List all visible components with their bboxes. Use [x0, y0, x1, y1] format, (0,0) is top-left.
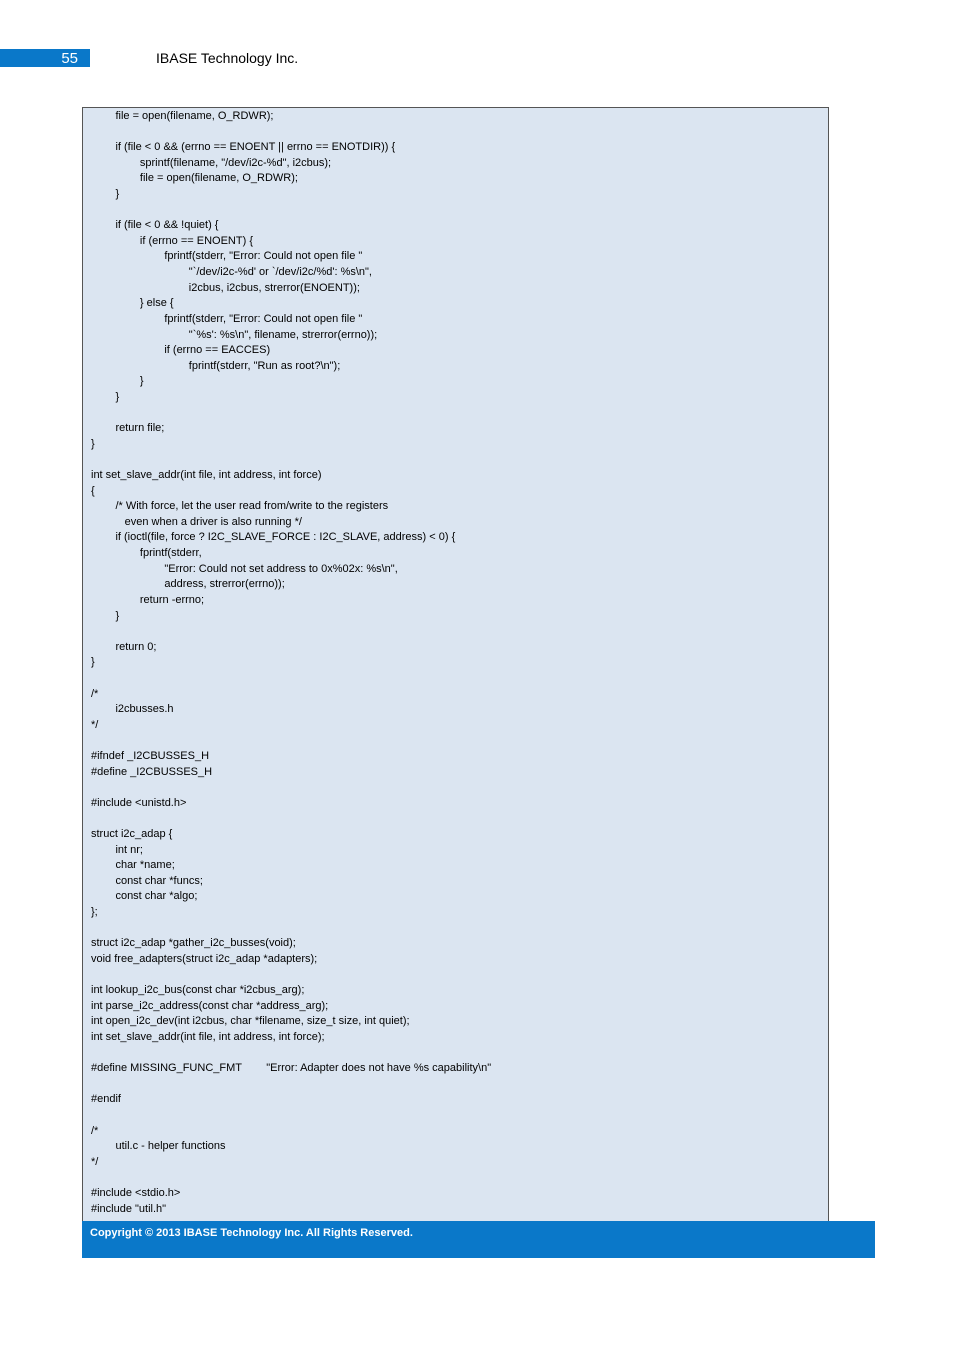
code-line: if (file < 0 && (errno == ENOENT || errno == ENOTDIR)) {: [91, 141, 396, 154]
copyright-notice: Copyright © 2013 IBASE Technology Inc. All Rights Reserved.: [90, 1227, 413, 1239]
code-line: #include "util.h": [91, 1202, 167, 1215]
code-line: if (errno == EACCES): [91, 344, 271, 357]
code-line: }: [91, 609, 120, 622]
code-line: if (errno == ENOENT) {: [91, 234, 253, 247]
code-line: /* With force, let the user read from/write to the registers: [91, 500, 389, 513]
footer-bar: [82, 1221, 875, 1258]
code-line: #ifndef _I2CBUSSES_H: [91, 749, 210, 762]
code-line: */: [91, 1155, 99, 1168]
code-line: int parse_i2c_address(const char *address_arg);: [91, 999, 329, 1012]
code-line: i2cbusses.h: [91, 703, 174, 716]
code-line: #endif: [91, 1093, 121, 1106]
code-line: [91, 671, 491, 687]
code-line: struct i2c_adap {: [91, 828, 173, 841]
page-number: 55: [61, 50, 78, 67]
code-line: #include <unistd.h>: [91, 796, 187, 809]
code-lines: [91, 109, 491, 1217]
code-line: #define _I2CBUSSES_H: [91, 765, 213, 778]
code-line: [91, 125, 491, 141]
code-line: int set_slave_addr(int file, int address, int force): [91, 469, 322, 482]
code-line: "Error: Could not set address to 0x%02x: %s\n",: [91, 562, 398, 575]
code-line: return -errno;: [91, 593, 205, 606]
code-line: /*: [91, 1124, 99, 1137]
code-line: int open_i2c_dev(int i2cbus, char *filename, size_t size, int quiet);: [91, 1015, 410, 1028]
code-line: [91, 624, 491, 640]
code-line: [91, 1108, 491, 1124]
code-line: #include <stdio.h>: [91, 1187, 181, 1200]
code-line: address, strerror(errno));: [91, 578, 285, 591]
code-line: fprintf(stderr, "Error: Could not open file ": [91, 250, 363, 263]
page-number-tab: [0, 49, 90, 67]
code-line: file = open(filename, O_RDWR);: [91, 110, 274, 122]
code-line: if (ioctl(file, force ? I2C_SLAVE_FORCE : I2C_SLAVE, address) < 0) {: [91, 531, 456, 544]
code-line: const char *algo;: [91, 890, 198, 903]
code-line: "`%s': %s\n", filename, strerror(errno));: [91, 328, 378, 341]
code-line: int set_slave_addr(int file, int address, int force);: [91, 1030, 325, 1043]
code-listing: [82, 107, 829, 1222]
code-line: }: [91, 390, 120, 403]
code-line: {: [91, 484, 95, 497]
code-line: struct i2c_adap *gather_i2c_busses(void);: [91, 937, 296, 950]
code-line: sprintf(filename, "/dev/i2c-%d", i2cbus);: [91, 156, 332, 169]
code-line: [91, 921, 491, 937]
code-line: /*: [91, 687, 99, 700]
code-line: void free_adapters(struct i2c_adap *adapters);: [91, 952, 318, 965]
code-line: [91, 968, 491, 984]
code-line: const char *funcs;: [91, 874, 203, 887]
code-line: [91, 452, 491, 468]
code-line: even when a driver is also running */: [91, 515, 302, 528]
code-line: fprintf(stderr,: [91, 547, 202, 560]
code-line: [91, 1046, 491, 1062]
code-line: "`/dev/i2c-%d' or `/dev/i2c/%d': %s\n",: [91, 266, 372, 279]
code-line: }: [91, 188, 120, 201]
code-line: [91, 203, 491, 219]
code-line: } else {: [91, 297, 174, 310]
code-line: [91, 1077, 491, 1093]
code-line: util.c - helper functions: [91, 1140, 226, 1153]
code-line: }: [91, 656, 95, 669]
code-line: fprintf(stderr, "Error: Could not open file ": [91, 312, 363, 325]
code-line: return file;: [91, 422, 165, 435]
code-line: [91, 406, 491, 422]
code-line: [91, 780, 491, 796]
code-line: [91, 733, 491, 749]
code-line: }: [91, 375, 144, 388]
code-line: return 0;: [91, 640, 157, 653]
code-line: };: [91, 906, 98, 919]
code-line: [91, 811, 491, 827]
code-line: int nr;: [91, 843, 143, 856]
code-line: #define MISSING_FUNC_FMT "Error: Adapter does not have %s capability\n": [91, 1062, 492, 1075]
code-line: fprintf(stderr, "Run as root?\n");: [91, 359, 341, 372]
company-name: IBASE Technology Inc.: [156, 50, 299, 66]
code-line: */: [91, 718, 99, 731]
code-line: }: [91, 437, 95, 450]
code-line: char *name;: [91, 859, 175, 872]
code-line: if (file < 0 && !quiet) {: [91, 219, 219, 232]
code-line: i2cbus, i2cbus, strerror(ENOENT));: [91, 281, 360, 294]
code-line: [91, 1170, 491, 1186]
code-line: int lookup_i2c_bus(const char *i2cbus_arg);: [91, 984, 305, 997]
code-line: file = open(filename, O_RDWR);: [91, 172, 298, 185]
